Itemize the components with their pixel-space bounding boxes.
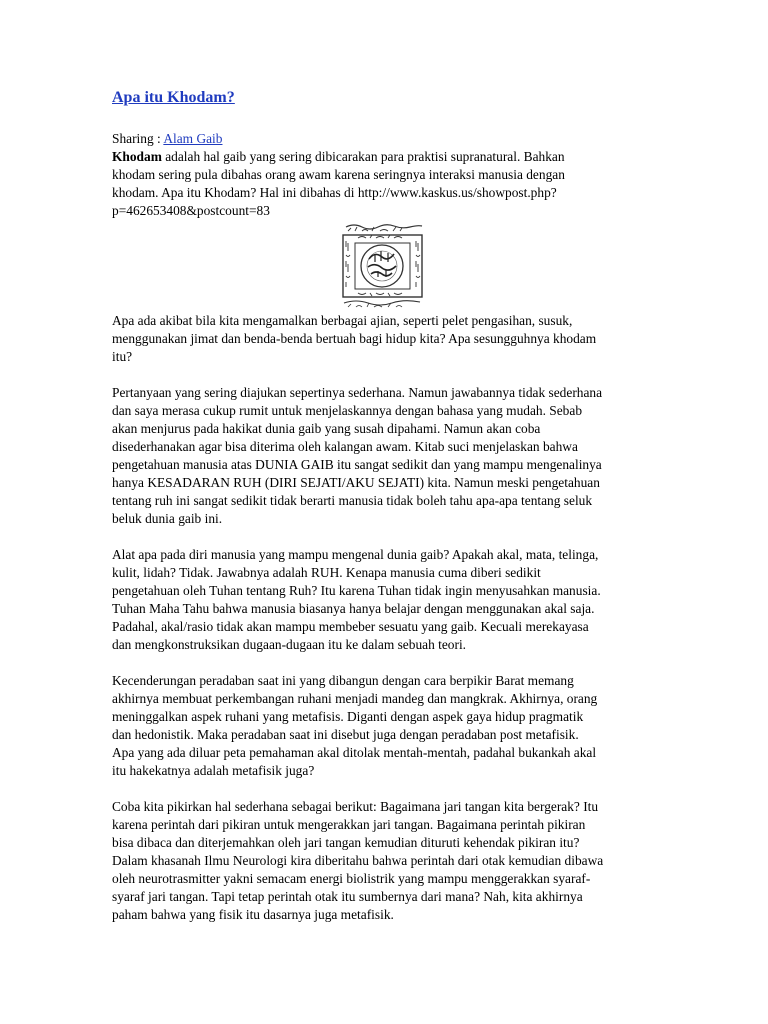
body-paragraph: [112, 672, 660, 780]
paragraph-line: kulit, lidah? Tidak. Jawabnya adalah RUH. Kenapa manusia cuma diberi sedikit: [112, 565, 541, 580]
body-paragraph: [112, 312, 660, 366]
paragraph-line: akhirnya membuat perkembangan ruhani menjadi mandeg dan mangkrak. Akhirnya, orang: [112, 691, 598, 706]
paragraph-line: dan mengkonstruksikan dugaan-dugaan itu ke dalam sebuah teori.: [112, 637, 467, 652]
body-paragraph: [112, 546, 660, 654]
paragraph-line: Apa ada akibat bila kita mengamalkan berbagai ajian, seperti pelet pengasihan, susuk,: [112, 313, 573, 328]
body-paragraph: [112, 798, 660, 924]
paragraph-line: Coba kita pikirkan hal sederhana sebagai berikut: Bagaimana jari tangan kita bergerak? Itu: [112, 799, 599, 814]
article-title-link[interactable]: Apa itu Khodam?: [112, 89, 235, 106]
paragraph-line: Alat apa pada diri manusia yang mampu mengenal dunia gaib? Apakah akal, mata, telinga,: [112, 547, 599, 562]
body-paragraphs: [112, 312, 660, 924]
paragraph-line: hanya KESADARAN RUH (DIRI SEJATI/AKU SEJATI) kita. Namun meski pengetahuan: [112, 475, 600, 490]
talisman-image: [334, 221, 430, 309]
paragraph-line: meninggalkan aspek ruhani yang metafisis. Diganti dengan aspek gaya hidup pragmatik: [112, 709, 584, 724]
paragraph-line: dan hedonistik. Maka peradaban saat ini disebut juga dengan peradaban post metafisik.: [112, 727, 579, 742]
article: [112, 88, 660, 924]
paragraph-line: syaraf jari tangan. Tapi tetap perintah otak itu sumbernya dari mana? Nah, kita akhirnya: [112, 889, 583, 904]
sharing-category-link[interactable]: Alam Gaib: [163, 131, 223, 146]
intro-line-2: khodam sering pula dibahas orang awam karena seringnya interaksi manusia dengan: [112, 167, 565, 182]
intro-bold-term: Khodam: [112, 149, 162, 164]
sharing-label: Sharing :: [112, 131, 164, 146]
paragraph-gap: [112, 528, 660, 546]
paragraph-line: tentang ruh ini sangat sedikit tidak berarti manusia tidak boleh tahu apa-apa tentang seluk: [112, 493, 593, 508]
paragraph-line: pengetahuan oleh Tuhan tentang Ruh? Itu karena Tuhan tidak ingin menyusahkan manusia.: [112, 583, 601, 598]
article-title[interactable]: [112, 88, 660, 108]
paragraph-gap: [112, 780, 660, 798]
sharing-line: [112, 130, 660, 148]
paragraph-line: Pertanyaan yang sering diajukan sepertinya sederhana. Namun jawabannya tidak sederhana: [112, 385, 603, 400]
paragraph-line: Padahal, akal/rasio tidak akan mampu membeber sesuatu yang gaib. Kecuali merekayasa: [112, 619, 589, 634]
intro-line-4: p=462653408&postcount=83: [112, 203, 270, 218]
paragraph-line: pengetahuan manusia atas DUNIA GAIB itu sangat sedikit dan yang mampu mengenalinya: [112, 457, 602, 472]
paragraph-line: paham bahwa yang fisik itu dasarnya juga metafisik.: [112, 907, 394, 922]
intro-line-3: khodam. Apa itu Khodam? Hal ini dibahas di http://www.kaskus.us/showpost.php?: [112, 185, 557, 200]
paragraph-line: karena perintah dari pikiran untuk mengerakkan jari tangan. Bagaimana perintah pikiran: [112, 817, 586, 832]
paragraph-line: itu hakekatnya adalah metafisik juga?: [112, 763, 315, 778]
paragraph-line: disederhanakan agar bisa diterima oleh kalangan awam. Kitab suci menjelaskan bahwa: [112, 439, 578, 454]
intro-paragraph: [112, 148, 660, 220]
paragraph-line: Kecenderungan peradaban saat ini yang dibangun dengan cara berpikir Barat memang: [112, 673, 574, 688]
body-paragraph: [112, 384, 660, 528]
paragraph-line: beluk dunia gaib ini.: [112, 511, 223, 526]
paragraph-line: Dalam khasanah Ilmu Neurologi kira diberitahu bahwa perintah dari otak kemudian dibawa: [112, 853, 604, 868]
paragraph-line: menggunakan jimat dan benda-benda bertuah bagi hidup kita? Apa sesungguhnya khodam: [112, 331, 597, 346]
paragraph-gap: [112, 654, 660, 672]
paragraph-line: Tuhan Maha Tahu bahwa manusia biasanya hanya belajar dengan menggunakan akal saja.: [112, 601, 595, 616]
paragraph-line: oleh neurotrasmitter yakni semacam energi biolistrik yang mampu menggerakkan syaraf-: [112, 871, 591, 886]
paragraph-line: bisa dibaca dan diterjemahkan oleh jari tangan kemudian dituruti kehendak pikiran itu?: [112, 835, 580, 850]
paragraph-line: dan saya merasa cukup rumit untuk menjelaskannya dengan bahasa yang mudah. Sebab: [112, 403, 583, 418]
paragraph-line: itu?: [112, 349, 133, 364]
intro-line-1: adalah hal gaib yang sering dibicarakan para praktisi supranatural. Bahkan: [161, 149, 565, 164]
paragraph-gap: [112, 366, 660, 384]
paragraph-line: Apa yang ada diluar peta pemahaman akal ditolak mentah-mentah, padahal bukankah akal: [112, 745, 597, 760]
paragraph-line: akan menjurus pada hakikat dunia gaib yang susah dipahami. Namun akan coba: [112, 421, 541, 436]
